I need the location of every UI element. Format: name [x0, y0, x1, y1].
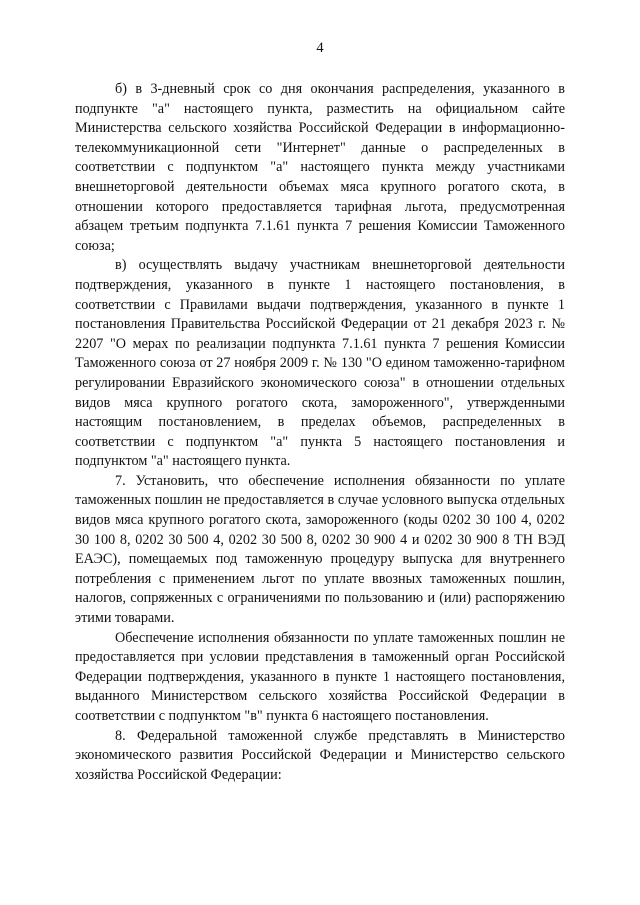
paragraph-8: 8. Федеральной таможенной службе представлять в Министерство экономического развития Российской Федерации и Министерство сельского хозяйства Российской Федерации: — [75, 727, 565, 783]
paragraph-6v: в) осуществлять выдачу участникам внешнеторговой деятельности подтверждения, указанного в пункте 1 настоящего постановления, в соответствии с Правилами выдачи подтверждения, указанного в пункте 1 постановления Правительства Российской Федерации от 21 декабря 2023 г. № 2207 "О мерах по реализации подпункта 7.1.61 пункта 7 решения Комиссии Таможенного союза от 27 ноября 2009 г. № 130 "О едином таможенно-тарифном регулировании Евразийского экономического союза" в отношении отдельных видов мяса крупного рогатого скота, замороженного", утвержденными настоящим постановлением, в пределах объемов, распределенных в соответствии с подпунктом "а" пункта 5 настоящего постановления и подпунктом "а" настоящего пункта. — [75, 257, 565, 470]
page-number: 4 — [316, 40, 324, 56]
document-body — [75, 80, 565, 785]
paragraph-6b: б) в 3-дневный срок со дня окончания распределения, указанного в подпункте "а" настоящего пункта, разместить на официальном сайте Министерства сельского хозяйства Российской Федерации в информационно-телекоммуникационной сети "Интернет" данные о распределенных в соответствии с подпунктом "а" настоящего пункта между участниками внешнеторговой деятельности объемах мяса крупного рогатого скота, в отношении которого предоставляется тарифная льгота, предусмотренная абзацем третьим подпункта 7.1.61 пункта 7 решения Комиссии Таможенного союза; — [75, 81, 565, 254]
paragraph-7-security: Обеспечение исполнения обязанности по уплате таможенных пошлин не предоставляется при условии представления в таможенный орган Российской Федерации подтверждения, указанного в пункте 1 настоящего постановления, выданного Министерством сельского хозяйства Российской Федерации в соответствии с подпунктом "в" пункта 6 настоящего постановления. — [75, 629, 565, 724]
paragraph-7: 7. Установить, что обеспечение исполнения обязанности по уплате таможенных пошлин не предоставляется в случае условного выпуска отдельных видов мяса крупного рогатого скота, замороженного (коды 0202 30 100 4, 0202 30 100 8, 0202 30 500 4, 0202 30 500 8, 0202 30 900 4 и 0202 30 900 8 ТН ВЭД ЕАЭС), помещаемых под таможенную процедуру выпуска для внутреннего потребления с применением льгот по уплате ввозных таможенных пошлин, налогов, сопряженных с ограничениями по пользованию и (или) распоряжению этими товарами. — [75, 472, 565, 627]
